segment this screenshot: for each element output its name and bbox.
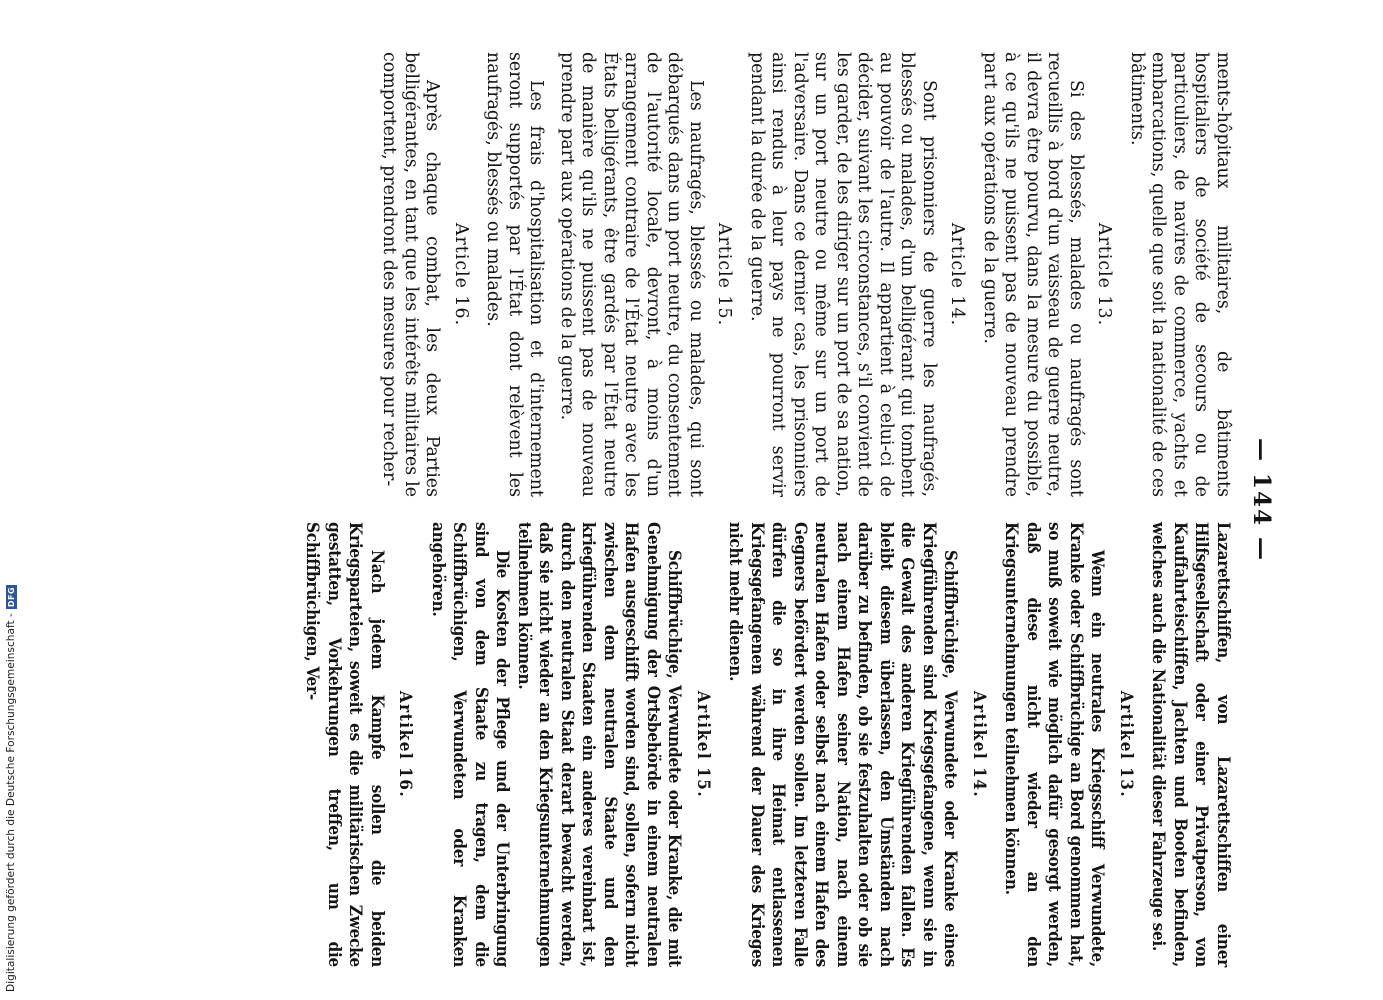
french-article-14-paragraph: Sont prisonniers de guerre les naufragés, blessés ou malades, d'un belligérant qui tombent au pouvoir de l'autre. Il appartient à celui-ci de décider, suivant les circonstances, s'il convient de les garder, de les diriger sur un port de sa nation, sur un port neutre ou même sur un port de l'adversaire. Dans ce dernier cas, les prisonniers ainsi rendus à leur pays ne pourront servir pendant la durée de la guerre. — [747, 52, 939, 497]
french-column — [378, 52, 1233, 497]
german-article-14-paragraph: Schiffbrüchige, Verwundete oder Kranke eines Kriegführenden sind Kriegsgefangene, wenn sie in die Gewalt des anderen Kriegführenden fallen. Es bleibt diesem überlassen, den Umständen nach darüber zu befinden, ob sie festzuhalten oder ob sie nach einem Hafen seiner Nation, nach einem neutralen Hafen oder selbst nach einem Hafen des Gegners befördert werden sollen. Im letzteren Falle dürfen die so in ihre Heimat entlassenen Kriegsgefangenen während der Dauer des Krieges nicht mehr dienen. — [725, 522, 961, 967]
french-article-14-heading: Article 14. — [947, 222, 968, 327]
french-article-15-paragraph-1: Les naufragés, blessés ou malades, qui sont débarqués dans un port neutre, du consentement de l'autorité locale, devront, à moins d'un arrangement contraire de l'État neutre avec les États belligérants, être gardés par l'État neutre de manière qu'ils ne puissent pas de nouveau prendre part aux opérations de la guerre. — [557, 52, 706, 497]
scanned-page — [101, 30, 1281, 970]
german-article-15-paragraph-2: Die Kosten der Pflege und der Unterbringung sind von dem Staate zu tragen, dem die Schiffbrüchigen, Verwundeten oder Kranken angehören. — [428, 522, 513, 967]
french-article-13-paragraph: Si des blessés, malades ou naufragés sont recueillis à bord d'un vaisseau de guerre neutre, il devra être pourvu, dans la mesure du possible, à ce qu'ils ne puissent pas de nouveau prendre part aux opérations de la guerre. — [980, 52, 1086, 497]
digitization-credit — [5, 585, 17, 992]
french-article-16-heading: Article 16. — [451, 222, 471, 327]
german-article-13-paragraph: Wenn ein neutrales Kriegsschiff Verwundete, Kranke oder Schiffbrüchige an Bord genommen hat, so muß soweit wie möglich dafür gesorgt werden, daß diese nicht wieder an den Kriegsunternehmungen teilnehmen können. — [1001, 522, 1108, 967]
german-article-15-heading: Artikel 15. — [693, 690, 713, 799]
credit-text: Digitalisierung gefördert durch die Deutsche Forschungsgemeinschaft - — [5, 613, 17, 992]
german-intro-paragraph: Lazarettschiffen, von Lazarettschiffen einer Hilfsgesellschaft oder einer Privatperson, von Kauffahrteischiffen, Jachten und Booten befinden, welches auch die Nationalität dieser Fahrzeuge sei. — [1148, 522, 1233, 967]
german-article-14-heading: Artikel 14. — [969, 690, 989, 799]
page-number: — 144 — — [1248, 437, 1275, 563]
german-article-13-heading: Artikel 13. — [1116, 690, 1136, 799]
french-article-15-paragraph-2: Les frais d'hospitalisation et d'internement seront supportés par l'État dont relèvent les naufragés, blessés ou malades. — [483, 52, 547, 497]
german-article-16-paragraph: Nach jedem Kampfe sollen die beiden Kriegsparteien, soweit es die militärischen Zwecke gestatten, Vorkehrungen treffen, um die Schiffbrüchigen, Ver- — [302, 522, 387, 967]
german-article-16-heading: Artikel 16. — [395, 690, 416, 799]
french-article-15-heading: Article 15. — [714, 222, 735, 327]
french-article-16-paragraph: Après chaque combat, les deux Parties belligérantes, en tant que les intérêts militaires le comportent, prendront des mesures pour recher- — [379, 52, 443, 497]
german-column — [301, 522, 1233, 967]
french-article-13-heading: Article 13. — [1094, 222, 1115, 327]
dfg-logo: DFG — [6, 586, 16, 608]
german-article-15-paragraph-1: Schiffbrüchige, Verwundete oder Kranke, die mit Genehmigung der Ortsbehörde in einem neutralen Hafen ausgeschifft worden sind, sollen, sofern nicht zwischen dem neutralen Staate und den kriegführenden Staaten ein anderes vereinbart ist, durch den neutralen Staat derart bewacht werden, daß sie nicht wieder an den Kriegsunternehmungen teilnehmen können. — [514, 522, 685, 967]
french-intro-paragraph: ments-hôpitaux militaires, de bâtiments hospitaliers de société de secours ou de particuliers, de navires de commerce, yachts et embarcations, quelle que soit la nationalité de ces bâtiments. — [1127, 52, 1233, 497]
